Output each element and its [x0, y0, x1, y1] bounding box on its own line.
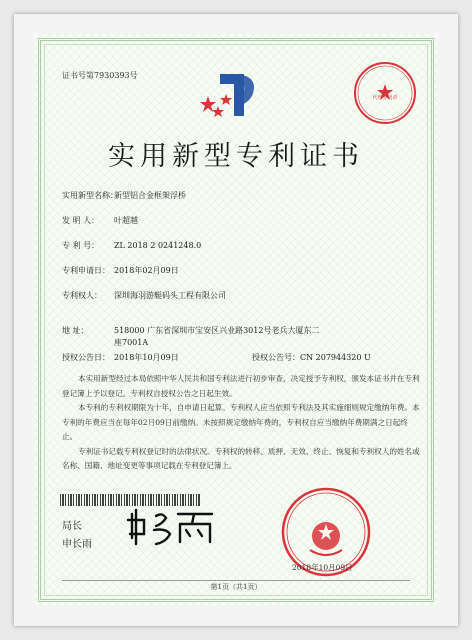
field-label: 实用新型名称： — [62, 191, 118, 200]
field-value: 2018年02月09日 — [114, 266, 179, 275]
field-label: 专利申请日： — [62, 266, 110, 275]
patent-office-emblem-icon — [200, 66, 272, 126]
field-value: ZL 2018 2 0241248.0 — [114, 241, 202, 250]
field-grant-number — [252, 352, 371, 363]
address-line-1: 518000 广东省深圳市宝安区兴业路3012号老兵大厦东二 — [114, 326, 320, 335]
field-label: 授权公告日： — [62, 353, 110, 362]
seal-date: 2018年10月09日 — [292, 563, 353, 572]
field-label: 专利权人： — [62, 291, 102, 300]
field-label: 授权公告号： — [252, 353, 300, 362]
director-name: 申长雨 — [62, 539, 92, 550]
field-value: 深圳海羽游艇码头工程有限公司 — [114, 291, 226, 300]
director-signature-icon — [126, 504, 218, 548]
field-value: 2018年10月09日 — [114, 353, 179, 362]
field-invention-name — [62, 190, 186, 201]
footer-divider — [62, 580, 410, 581]
field-label: 发 明 人： — [62, 216, 100, 225]
certificate-title: 实用新型专利证书 — [108, 141, 364, 172]
field-patentee — [62, 290, 226, 301]
agent-seal-icon — [352, 60, 418, 126]
agent-seal-sub: 代理专用章 — [372, 95, 398, 101]
field-inventor — [62, 215, 138, 226]
certificate-body — [62, 372, 420, 474]
director-title: 局长 — [62, 521, 82, 532]
address-line-2: 座7001A — [114, 338, 149, 347]
page-info: 第1页（共1页） — [210, 583, 262, 591]
field-label: 专 利 号： — [62, 241, 100, 250]
field-application-date — [62, 265, 179, 276]
field-patent-number — [62, 240, 201, 251]
certificate-paper — [34, 34, 438, 606]
paragraph: 本专利的专利权期限为十年，自申请日起算。专利权人应当依照专利法及其实施细则规定缴纳年费。本专利的年费应当在每年02月09日前缴纳。未按照规定缴纳年费的，专利权自应当缴纳年费期满之日起终止。 — [62, 403, 420, 441]
field-label: 地 址： — [62, 326, 89, 335]
field-grant-date — [62, 352, 179, 363]
paragraph: 专利证书记载专利权登记时的法律状况。专利权的转移、质押、无效、终止、恢复和专利权人的姓名或名称、国籍、地址变更等事项记载在专利登记簿上。 — [62, 446, 420, 470]
certificate-number: 证书号第7930393号 — [62, 71, 138, 80]
field-value: 叶超越 — [114, 216, 138, 225]
field-value: 新型铝合金框架浮桥 — [114, 191, 186, 200]
field-address — [62, 325, 319, 336]
field-value: CN 207944320 U — [300, 353, 371, 362]
paragraph: 本实用新型经过本局依照中华人民共和国专利法进行初步审查，决定授予专利权，颁发本证书并在专利登记簿上予以登记。专利权自授权公告之日起生效。 — [62, 374, 420, 398]
